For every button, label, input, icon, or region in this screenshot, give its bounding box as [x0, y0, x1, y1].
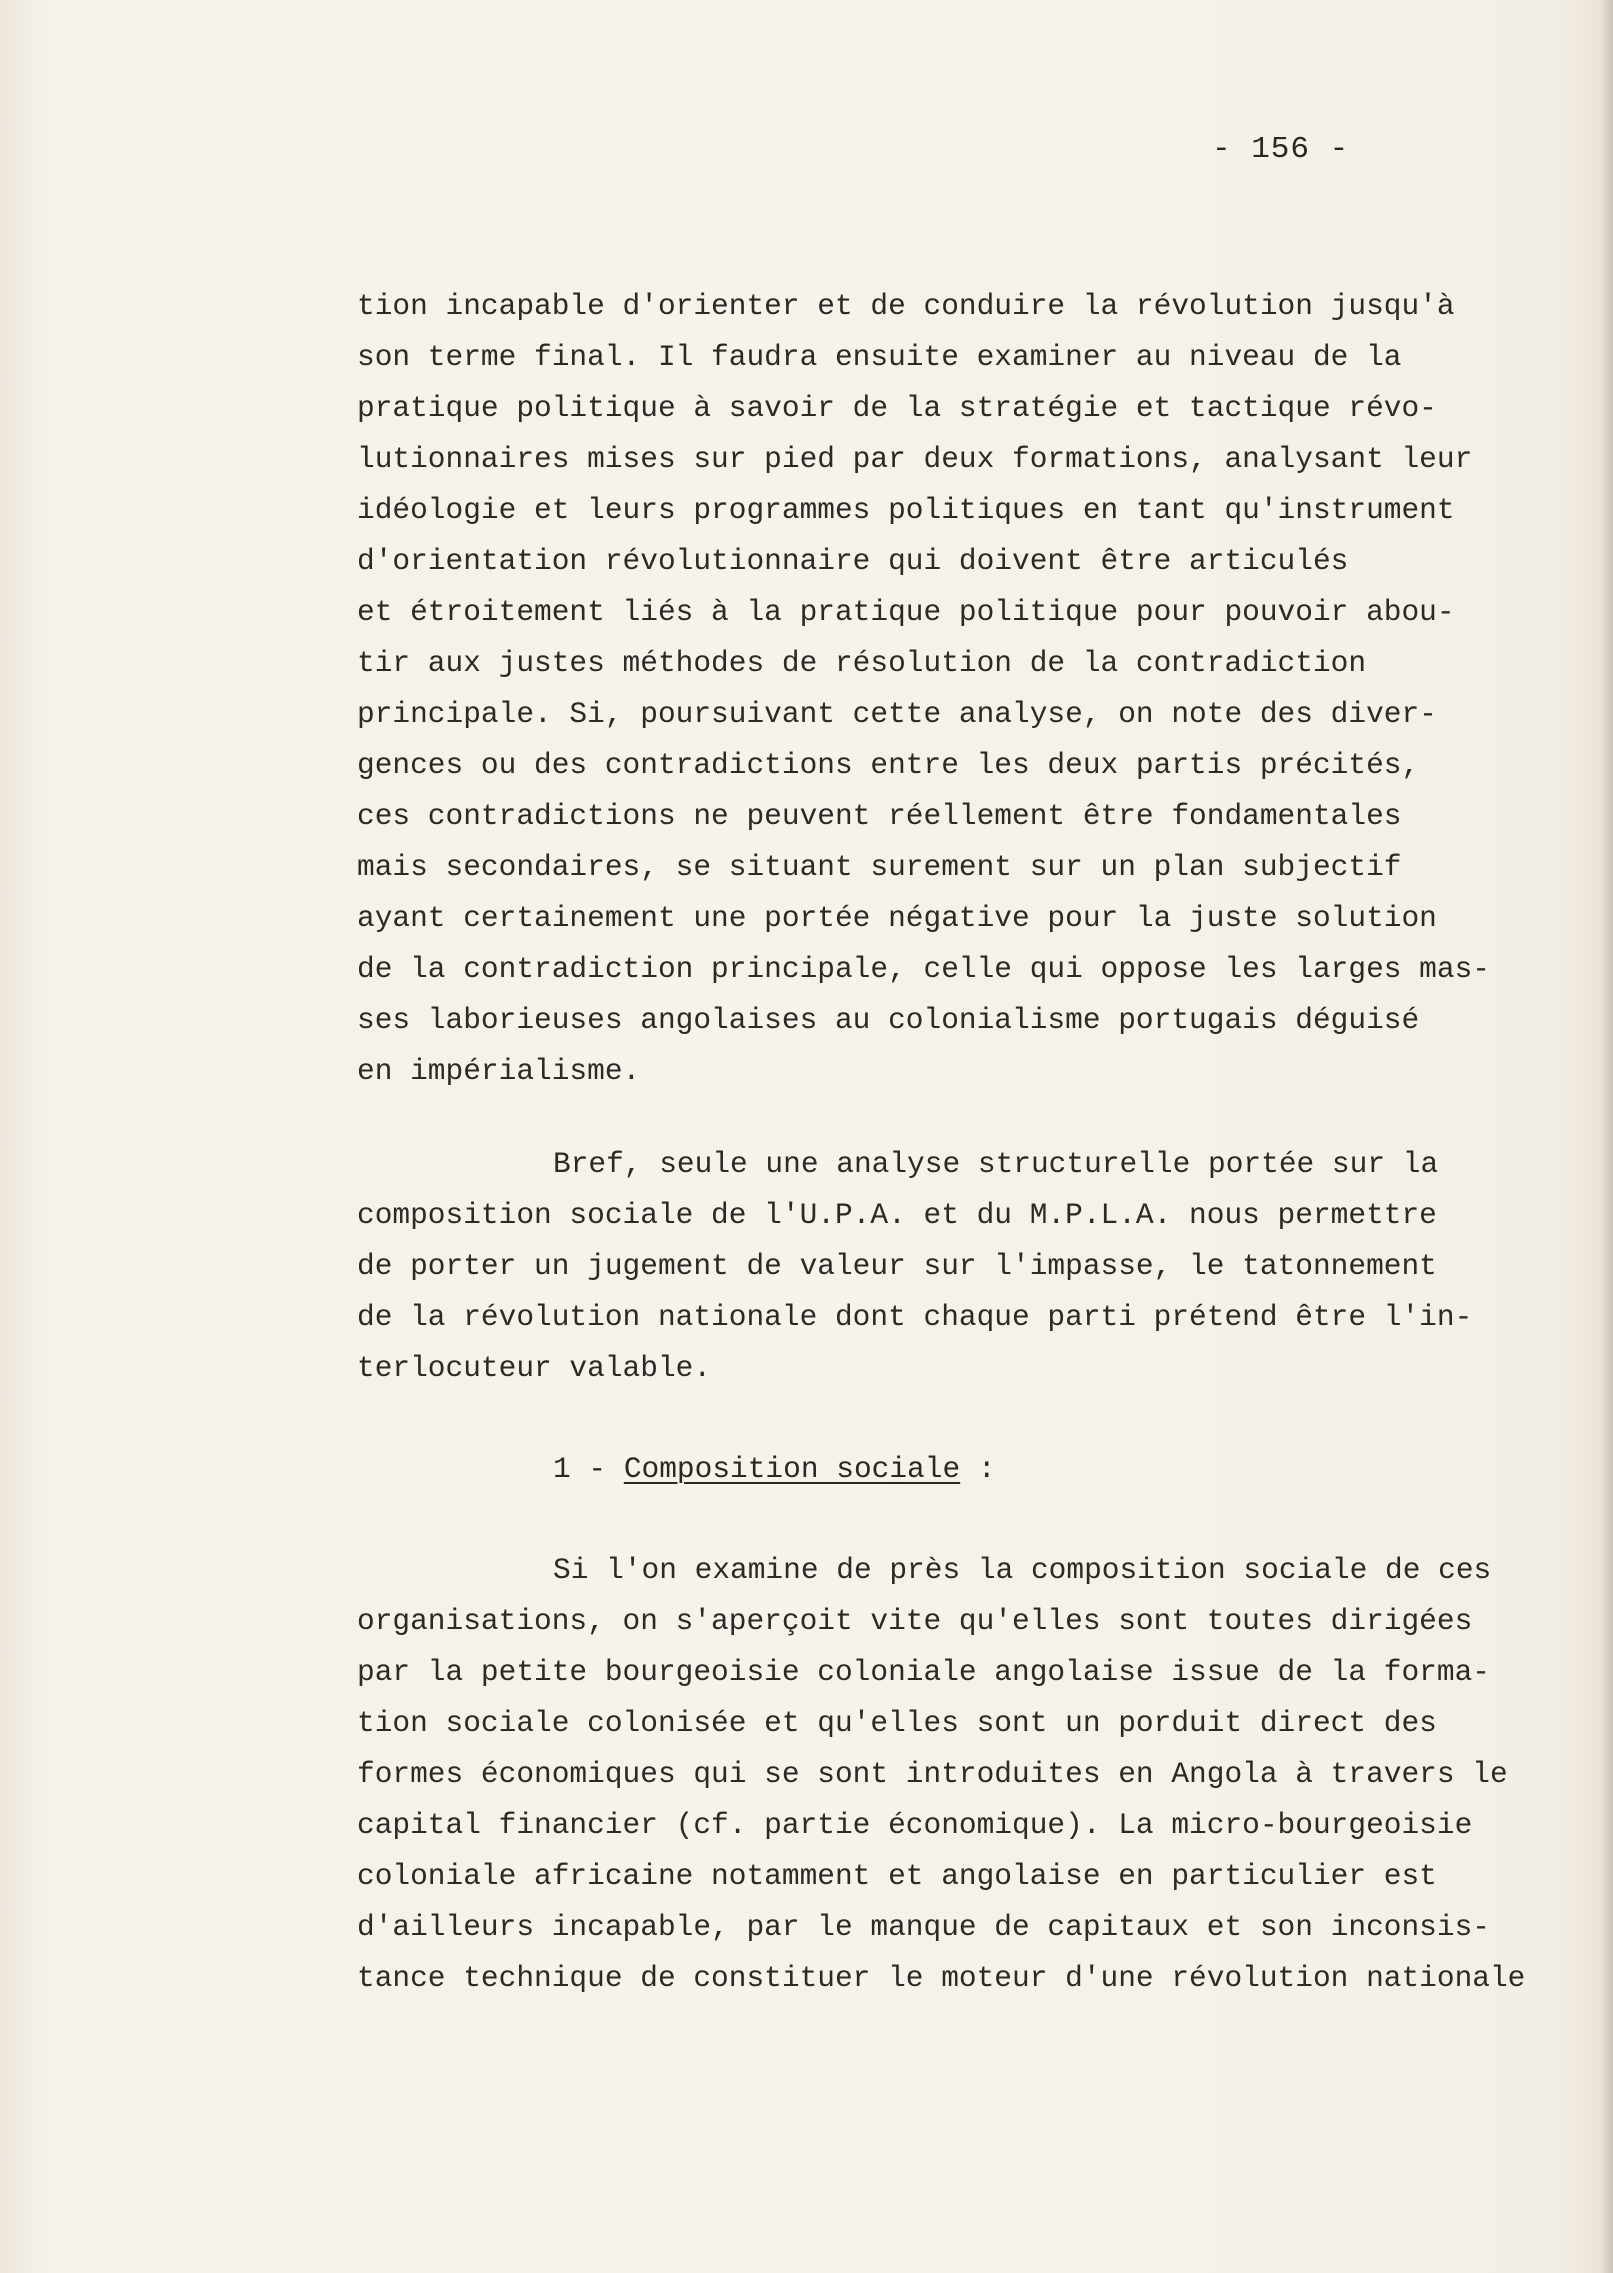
text-line: composition sociale de l'U.P.A. et du M.P.L.A. nous permettre: [357, 1198, 1437, 1232]
section-heading-number: 1 -: [553, 1452, 624, 1486]
text-line: tion incapable d'orienter et de conduire la révolution jusqu'à: [357, 289, 1455, 323]
text-line: ses laborieuses angolaises au colonialisme portugais déguisé: [357, 1003, 1420, 1037]
text-line: ayant certainement une portée négative pour la juste solution: [357, 901, 1437, 935]
text-line: tir aux justes méthodes de résolution de la contradiction: [357, 646, 1367, 680]
text-line: formes économiques qui se sont introduites en Angola à travers le: [357, 1757, 1508, 1791]
text-line: pratique politique à savoir de la stratégie et tactique révo-: [357, 391, 1437, 425]
text-line: en impérialisme.: [357, 1054, 641, 1088]
text-line: terlocuteur valable.: [357, 1351, 712, 1385]
text-line: lutionnaires mises sur pied par deux formations, analysant leur: [357, 442, 1473, 476]
text-line: idéologie et leurs programmes politiques en tant qu'instrument: [357, 493, 1455, 527]
section-heading: [553, 1452, 996, 1486]
section-heading-suffix: :: [960, 1452, 996, 1486]
text-line: tion sociale colonisée et qu'elles sont un porduit direct des: [357, 1706, 1437, 1740]
text-line: Si l'on examine de près la composition sociale de ces: [553, 1553, 1492, 1587]
page-edge-shadow: [1599, 0, 1613, 2273]
text-line: de la contradiction principale, celle qui oppose les larges mas-: [357, 952, 1490, 986]
text-line: organisations, on s'aperçoit vite qu'elles sont toutes dirigées: [357, 1604, 1473, 1638]
text-line: de porter un jugement de valeur sur l'impasse, le tatonnement: [357, 1249, 1437, 1283]
text-line: capital financier (cf. partie économique). La micro-bourgeoisie: [357, 1808, 1473, 1842]
text-line: son terme final. Il faudra ensuite examiner au niveau de la: [357, 340, 1402, 374]
text-line: tance technique de constituer le moteur d'une révolution nationale: [357, 1961, 1526, 1995]
text-line: par la petite bourgeoisie coloniale angolaise issue de la forma-: [357, 1655, 1490, 1689]
text-line: principale. Si, poursuivant cette analyse, on note des diver-: [357, 697, 1437, 731]
text-line: d'orientation révolutionnaire qui doivent être articulés: [357, 544, 1349, 578]
text-line: Bref, seule une analyse structurelle portée sur la: [553, 1147, 1439, 1181]
text-line: de la révolution nationale dont chaque parti prétend être l'in-: [357, 1300, 1473, 1334]
section-heading-title: Composition sociale: [623, 1452, 961, 1486]
text-line: gences ou des contradictions entre les deux partis précités,: [357, 748, 1420, 782]
text-line: coloniale africaine notamment et angolaise en particulier est: [357, 1859, 1437, 1893]
page-number: - 156 -: [1212, 132, 1350, 167]
text-line: et étroitement liés à la pratique politique pour pouvoir abou-: [357, 595, 1455, 629]
text-line: ces contradictions ne peuvent réellement être fondamentales: [357, 799, 1402, 833]
text-line: d'ailleurs incapable, par le manque de capitaux et son inconsis-: [357, 1910, 1490, 1944]
text-line: mais secondaires, se situant surement sur un plan subjectif: [357, 850, 1402, 884]
